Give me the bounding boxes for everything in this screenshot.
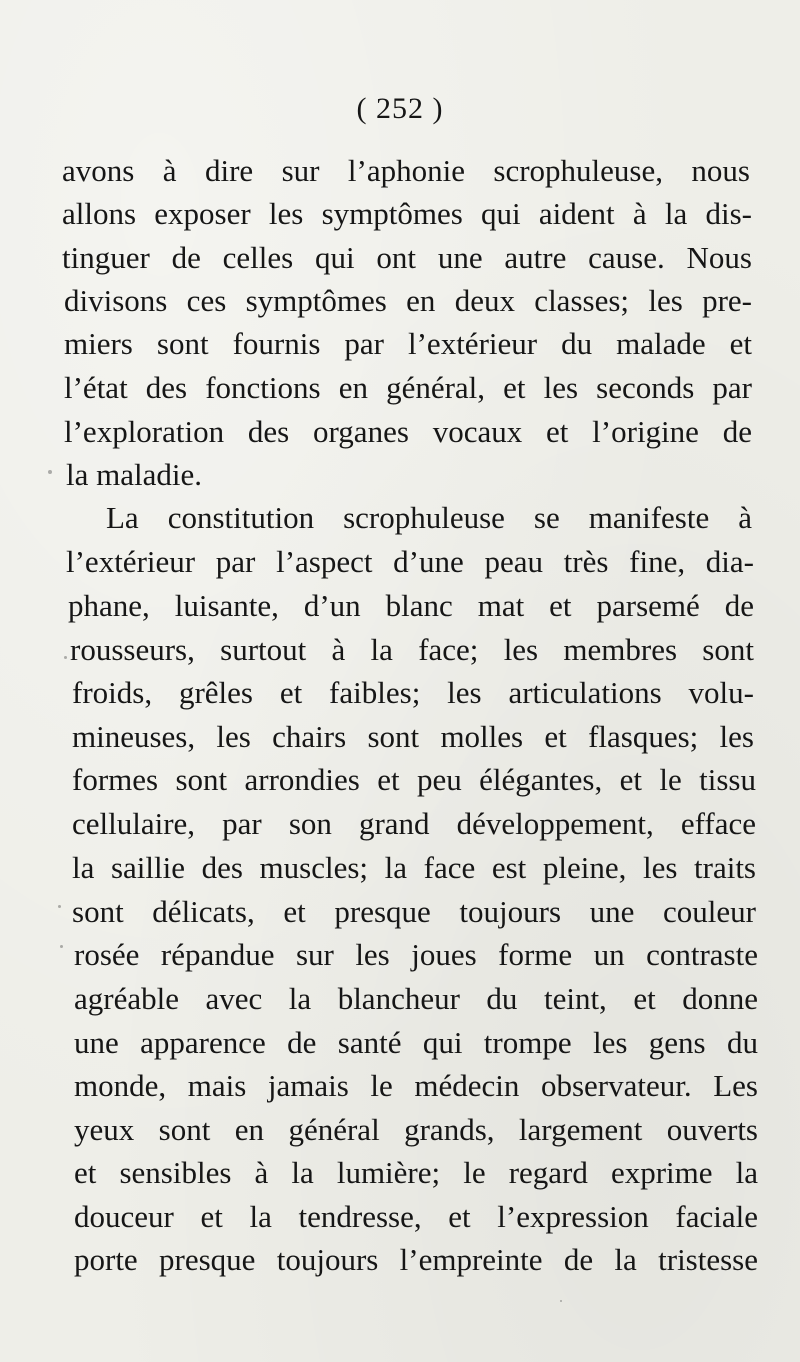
text-line-3: tinguer de celles qui ont une autre cause. Nous bbox=[62, 240, 752, 275]
text-line-25: douceur et la tendresse, et l’expression faciale bbox=[74, 1199, 758, 1234]
text-line-13: froids, grêles et faibles; les articulations volu- bbox=[72, 675, 754, 710]
text-line-23: yeux sont en général grands, largement ouverts bbox=[74, 1112, 758, 1147]
paper-speck bbox=[64, 656, 67, 659]
paper-speck bbox=[60, 945, 63, 948]
text-line-12: rousseurs, surtout à la face; les membres sont bbox=[70, 632, 754, 667]
text-line-11: phane, luisante, d’un blanc mat et parsemé de bbox=[68, 588, 754, 623]
text-line-10: l’extérieur par l’aspect d’une peau très fine, dia- bbox=[66, 544, 754, 579]
text-line-17: la saillie des muscles; la face est pleine, les traits bbox=[72, 850, 756, 885]
text-line-16: cellulaire, par son grand développement, efface bbox=[72, 806, 756, 841]
text-line-20: agréable avec la blancheur du teint, et donne bbox=[74, 981, 758, 1016]
text-line-2: allons exposer les symptômes qui aident à la dis- bbox=[62, 196, 752, 231]
text-line-15: formes sont arrondies et peu élégantes, et le tissu bbox=[72, 762, 756, 797]
paper-speck bbox=[48, 470, 52, 474]
text-line-5: miers sont fournis par l’extérieur du malade et bbox=[64, 326, 752, 361]
text-line-19: rosée répandue sur les joues forme un contraste bbox=[74, 937, 758, 972]
paper-speck bbox=[720, 1090, 722, 1092]
text-line-4: divisons ces symptômes en deux classes; les pre- bbox=[64, 283, 752, 318]
paper-speck bbox=[560, 1300, 562, 1302]
text-line-6: l’état des fonctions en général, et les seconds par bbox=[64, 370, 752, 405]
text-line-7: l’exploration des organes vocaux et l’origine de bbox=[64, 414, 752, 449]
text-line-8: la maladie. bbox=[66, 457, 202, 492]
text-line-14: mineuses, les chairs sont molles et flasques; les bbox=[72, 719, 754, 754]
text-line-9: La constitution scrophuleuse se manifeste à bbox=[106, 500, 752, 535]
text-line-18: sont délicats, et presque toujours une couleur bbox=[72, 894, 756, 929]
paper-speck bbox=[58, 905, 61, 908]
text-line-26: porte presque toujours l’empreinte de la tristesse bbox=[74, 1242, 758, 1277]
text-line-21: une apparence de santé qui trompe les gens du bbox=[74, 1025, 758, 1060]
text-line-22: monde, mais jamais le médecin observateur. Les bbox=[74, 1068, 758, 1103]
page-number: ( 252 ) bbox=[356, 92, 444, 125]
text-line-1: avons à dire sur l’aphonie scrophuleuse, nous bbox=[62, 153, 750, 188]
text-line-24: et sensibles à la lumière; le regard exprime la bbox=[74, 1155, 758, 1190]
